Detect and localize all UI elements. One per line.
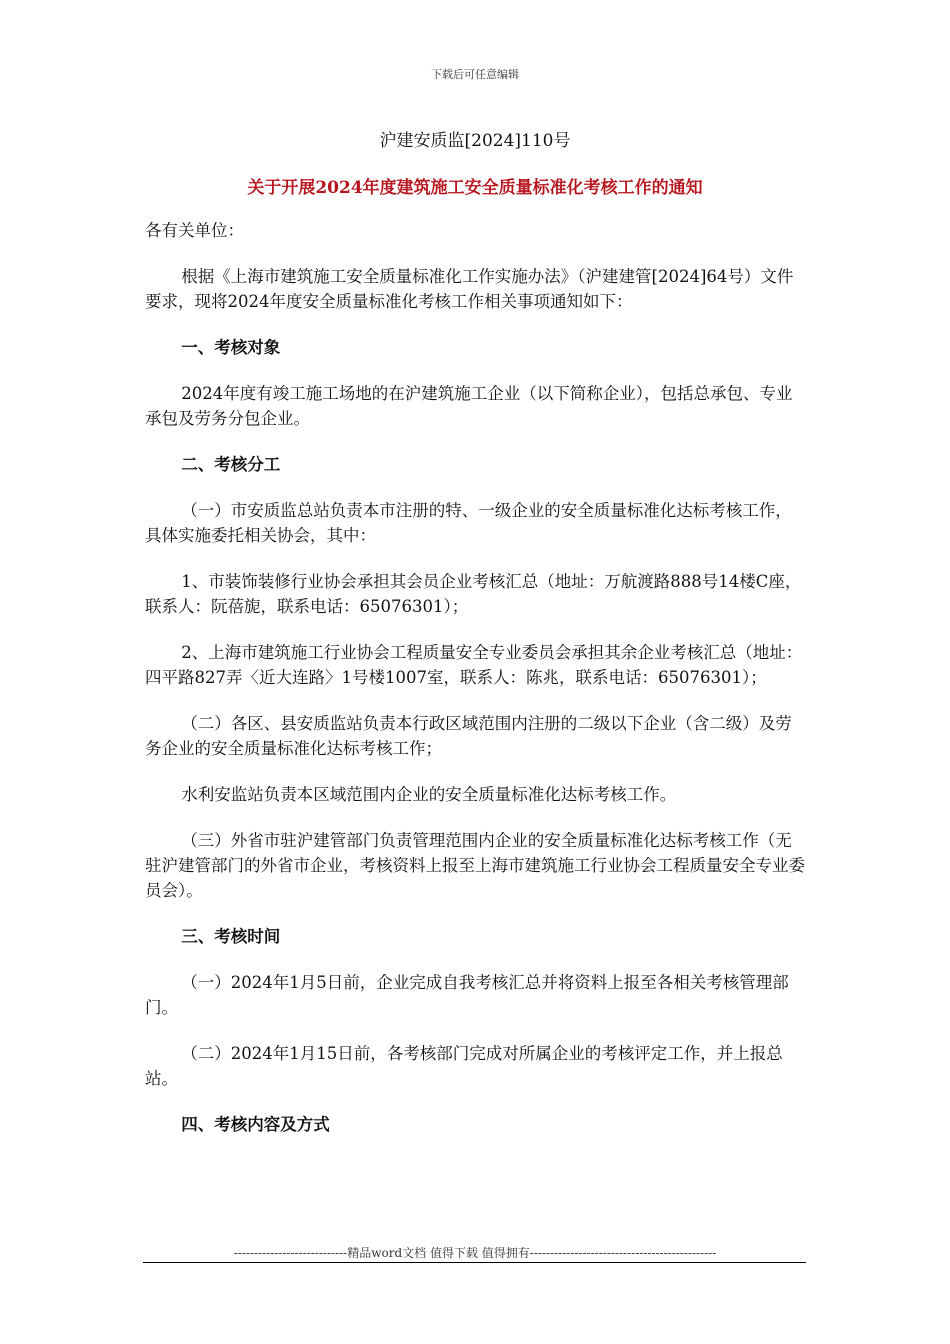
document-title: 关于开展2024年度建筑施工安全质量标准化考核工作的通知 — [247, 178, 703, 198]
salutation: 各有关单位： — [145, 221, 244, 240]
footer-divider — [143, 1262, 806, 1263]
section-3-paragraph-2: （二）2024年1月15日前，各考核部门完成对所属企业的考核评定工作，并上报总站。 — [145, 1044, 783, 1088]
section-1-paragraph-1: 2024年度有竣工施工场地的在沪建筑施工企业（以下简称企业），包括总承包、专业承包及劳务分包企业。 — [145, 384, 793, 428]
section-2-paragraph-6: （三）外省市驻沪建管部门负责管理范围内企业的安全质量标准化达标考核工作（无驻沪建管部门的外省市企业，考核资料上报至上海市建筑施工行业协会工程质量安全专业委员会）。 — [145, 831, 805, 900]
section-2-paragraph-2: 1、市装饰装修行业协会承担其会员企业考核汇总（地址：万航渡路888号14楼C座，联系人：阮蓓旎，联系电话：65076301）； — [145, 572, 802, 616]
intro-paragraph: 根据《上海市建筑施工安全质量标准化工作实施办法》（沪建建管[2024]64号）文件要求，现将2024年度安全质量标准化考核工作相关事项通知如下： — [145, 267, 794, 311]
footer-note: ----------------------------精品word文档 值得下载 值得拥有---------------------------------------------- — [233, 1246, 717, 1260]
section-3-paragraph-1: （一）2024年1月5日前，企业完成自我考核汇总并将资料上报至各相关考核管理部门。 — [145, 973, 789, 1017]
section-heading-4: 四、考核内容及方式 — [181, 1115, 330, 1134]
section-heading-1: 一、考核对象 — [181, 338, 281, 357]
document-number: 沪建安质监[2024]110号 — [379, 131, 571, 151]
section-heading-3: 三、考核时间 — [181, 927, 281, 946]
section-2-paragraph-1: （一）市安质监总站负责本市注册的特、一级企业的安全质量标准化达标考核工作，具体实施委托相关协会，其中： — [145, 501, 792, 545]
section-2-paragraph-5: 水利安监站负责本区域范围内企业的安全质量标准化达标考核工作。 — [181, 785, 677, 804]
section-heading-2: 二、考核分工 — [181, 455, 281, 474]
header-note: 下载后可任意编辑 — [431, 68, 519, 81]
document-body — [145, 218, 807, 1158]
section-2-paragraph-3: 2、上海市建筑施工行业协会工程质量安全专业委员会承担其余企业考核汇总（地址：四平路827弄〈近大连路〉1号楼1007室，联系人：陈兆，联系电话：65076301）； — [145, 643, 803, 687]
section-2-paragraph-4: （二）各区、县安质监站负责本行政区域范围内注册的二级以下企业（含二级）及劳务企业的安全质量标准化达标考核工作； — [145, 714, 792, 758]
